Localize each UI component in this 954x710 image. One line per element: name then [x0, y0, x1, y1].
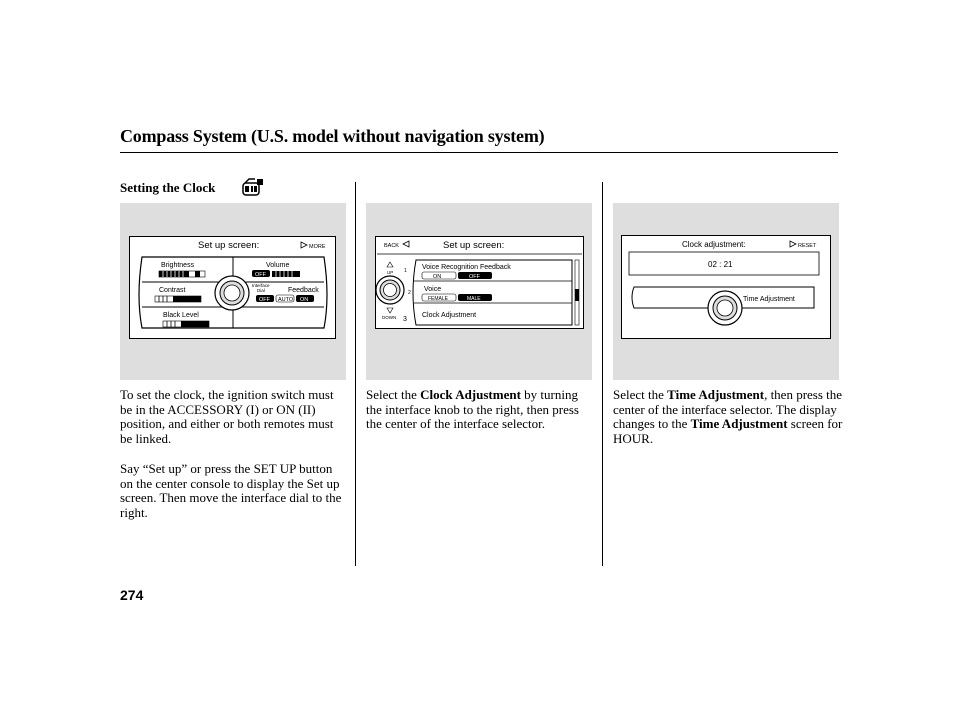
- item-number-2: 2: [408, 290, 411, 296]
- voice-setup-screen-figure: [366, 203, 592, 380]
- down-label: DOWN: [382, 315, 397, 320]
- clock-adjustment-screen-figure: [613, 203, 839, 380]
- black-level-bar: [163, 321, 209, 327]
- col1-paragraph-1: To set the clock, the ignition switch must be in the ACCESSORY (I) or ON (II) position, and either or both remotes must be linked.: [120, 387, 334, 446]
- vrf-off: OFF: [469, 274, 480, 280]
- col3-text-c: , then press the center of the interface selector. The display changes to the: [613, 387, 843, 431]
- title-rule: [120, 152, 838, 153]
- col2-bold-clock-adjustment: Clock Adjustment: [420, 387, 521, 402]
- clock-adjustment-label: Clock Adjustment: [422, 312, 477, 319]
- time-adjustment-label: Time Adjustment: [743, 296, 795, 303]
- col3-paragraph: [613, 388, 845, 446]
- section-subtitle: Setting the Clock: [120, 180, 216, 195]
- back-label: BACK: [384, 243, 399, 249]
- col3-bold-time-adjustment-2: Time Adjustment: [690, 416, 788, 431]
- volume-label: Volume: [266, 262, 290, 269]
- col1-paragraph-2: Say “Set up” or press the SET UP button on the center console to display the Set up screen. Then move the interface dial to the right.: [120, 461, 342, 520]
- brightness-label: Brightness: [161, 262, 195, 269]
- column-divider: [355, 182, 356, 566]
- column-divider: [602, 182, 603, 566]
- clock-adjustment-display: [621, 235, 831, 339]
- voice-male: MALE: [467, 296, 481, 302]
- contrast-bar: [155, 296, 201, 302]
- more-label: MORE: [309, 244, 326, 250]
- page-title: Compass System (U.S. model without navigation system): [120, 126, 545, 146]
- feedback-off: OFF: [259, 297, 270, 303]
- item-number-3: 3: [403, 316, 407, 323]
- item-number-1: 1: [404, 268, 407, 274]
- screen-title: Clock adjustment:: [682, 240, 746, 249]
- brightness-bar: [159, 271, 205, 277]
- vrf-on: ON: [433, 274, 442, 280]
- col2-text-a: Select the: [366, 387, 421, 402]
- feedback-label: Feedback: [288, 287, 319, 294]
- reset-label: RESET: [798, 243, 817, 249]
- voice-recognition-feedback-label: Voice Recognition Feedback: [422, 264, 511, 271]
- contrast-label: Contrast: [159, 287, 186, 294]
- col3-text-a: Select the: [613, 387, 668, 402]
- setup-screen-figure: [120, 203, 346, 380]
- page-number: 274: [120, 587, 144, 603]
- volume-off: OFF: [255, 272, 266, 278]
- col2-text-c: by turning the interface knob to the right, then press the center of the interface selector.: [366, 387, 579, 431]
- feedback-auto: AUTO: [278, 297, 294, 303]
- black-level-label: Black Level: [163, 312, 199, 319]
- col3-bold-time-adjustment: Time Adjustment: [667, 387, 765, 402]
- setup-button-icon: [242, 178, 264, 196]
- volume-bar: [272, 271, 300, 277]
- up-label: UP: [387, 270, 394, 275]
- col2-paragraph: [366, 388, 588, 432]
- clock-time-value: 02 : 21: [708, 260, 733, 269]
- voice-label: Voice: [424, 286, 442, 293]
- feedback-on: ON: [300, 297, 309, 303]
- setup-screen-display: [129, 236, 336, 339]
- interface-label: Interface: [252, 283, 270, 288]
- screen-title: Set up screen:: [198, 240, 260, 251]
- dial-label: Dial: [257, 288, 265, 293]
- voice-setup-display: [375, 236, 584, 329]
- col3-text-e: screen for HOUR.: [613, 416, 843, 446]
- voice-female: FEMALE: [428, 296, 449, 302]
- screen-title: Set up screen:: [443, 240, 505, 251]
